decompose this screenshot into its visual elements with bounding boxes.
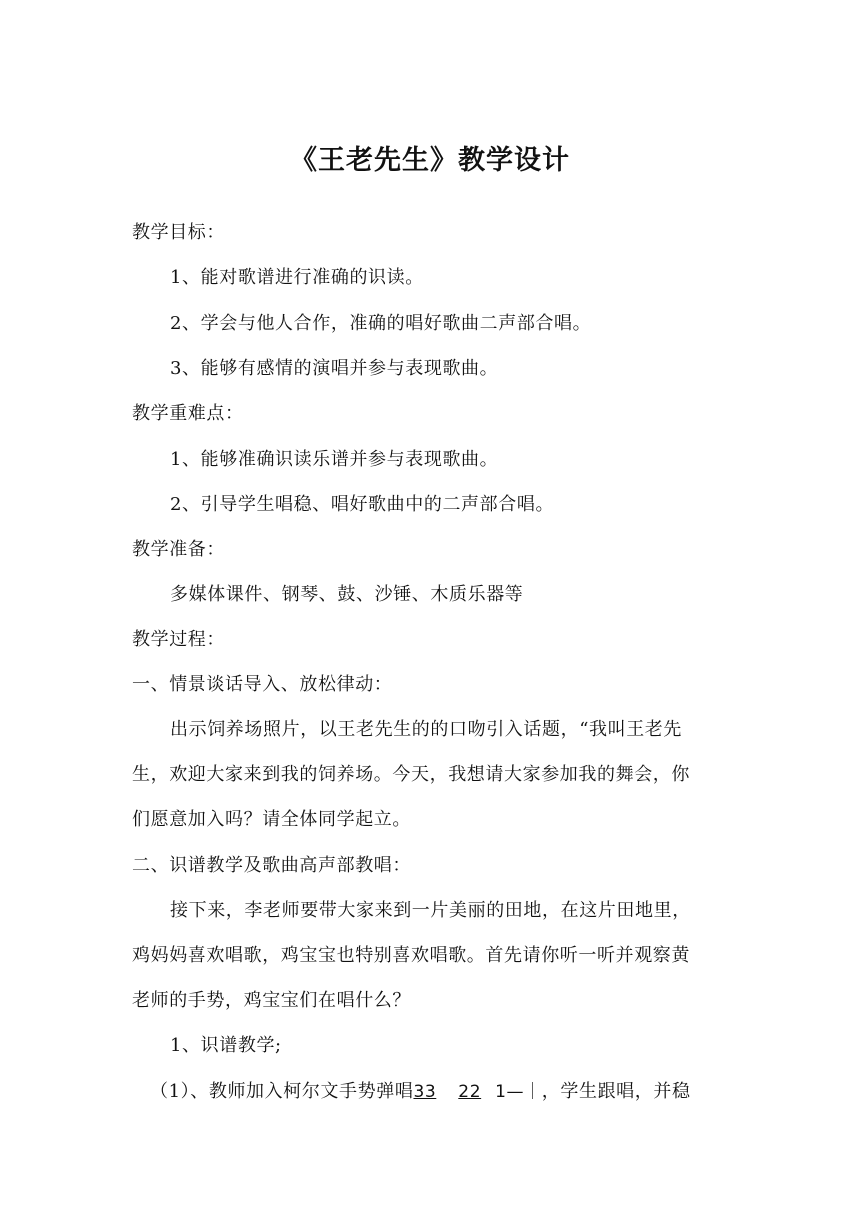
section1-line: 出示饲养场照片，以王老先生的的口吻引入话题，“我叫王老先 <box>170 719 682 740</box>
preparation-text: 多媒体课件、钢琴、鼓、沙锤、木质乐器等 <box>170 584 524 605</box>
step-detail-line <box>150 1077 750 1103</box>
goal-item: 1、能对歌谱进行准确的识读。 <box>170 267 424 288</box>
step-detail-suffix: ，学生跟唱，并稳 <box>541 1081 691 1102</box>
preparation-heading: 教学准备： <box>132 539 225 560</box>
section2-line: 接下来，李老师要带大家来到一片美丽的田地，在这片田地里， <box>170 900 691 921</box>
section2-heading: 二、识谱教学及歌曲高声部教唱： <box>132 855 411 876</box>
section1-heading: 一、情景谈话导入、放松律动： <box>132 674 393 695</box>
key-points-heading: 教学重难点： <box>132 403 244 424</box>
page-title: 《王老先生》教学设计 <box>290 145 570 176</box>
key-point-item: 2、引导学生唱稳、唱好歌曲中的二声部合唱。 <box>170 494 555 515</box>
goals-heading: 教学目标： <box>132 222 225 243</box>
step-detail-prefix: （1）、教师加入柯尔文手势弹唱 <box>150 1081 414 1102</box>
section2-line: 鸡妈妈喜欢唱歌，鸡宝宝也特别喜欢唱歌。首先请你听一听并观察黄 <box>132 945 690 966</box>
goal-item: 2、学会与他人合作，准确的唱好歌曲二声部合唱。 <box>170 313 592 334</box>
section2-line: 老师的手势，鸡宝宝们在唱什么？ <box>132 990 411 1011</box>
goal-item: 3、能够有感情的演唱并参与表现歌曲。 <box>170 358 499 379</box>
section1-line: 生，欢迎大家来到我的饲养场。今天，我想请大家参加我的舞会，你 <box>132 764 690 785</box>
process-heading: 教学过程： <box>132 629 225 650</box>
key-point-item: 1、能够准确识读乐谱并参与表现歌曲。 <box>170 449 499 470</box>
notation-1: 1—｜ <box>495 1082 542 1102</box>
section1-line: 们愿意加入吗？请全体同学起立。 <box>132 809 411 830</box>
notation-22: 22 <box>458 1082 482 1102</box>
notation-33: 33 <box>413 1082 437 1102</box>
step-heading: 1、识谱教学; <box>170 1035 282 1056</box>
